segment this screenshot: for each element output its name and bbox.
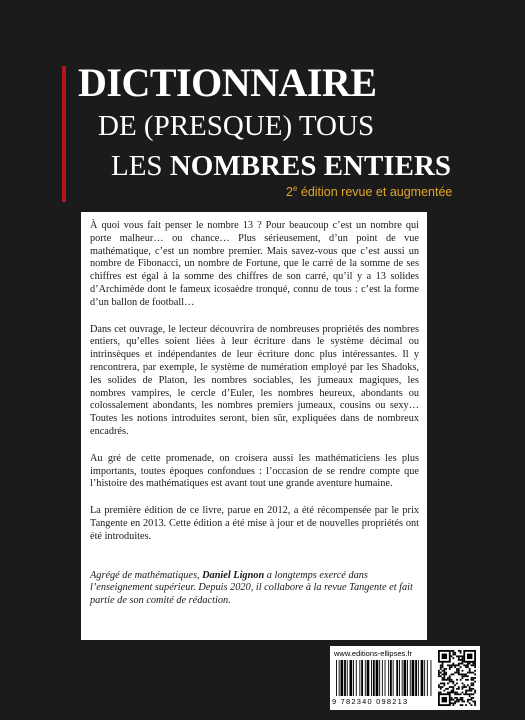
blurb-paragraph-4: La première édition de ce livre, parue en 2012, a été récompensée par le prix Tangente en 2013. Cette édition a été mise à jour et de nouvelles propriétés ont été introduites. bbox=[90, 505, 419, 542]
blurb-paragraph-1: À quoi vous fait penser le nombre 13 ? Pour beaucoup c’est un nombre qui porte malheur… ou chance… Plus sérieusement, d’un point de vue mathématique, c’est un nombre premier. Mais savez-vous que c’est aussi un nombre de Fibonacci, un nombre de Fortune, que le carré de la somme de ses chiffres est égal à la somme des chiffres de son carré, qu’il y a 13 solides d’Archimède dont le fameux icosaèdre tronqué, connu de tous : c’est la forme d’un ballon de football… bbox=[90, 220, 419, 308]
blurb-paragraph-3: Au gré de cette promenade, on croisera aussi les mathématiciens les plus importants, toutes époques confondues : l’occasion de se rendre compte que l’histoire des mathématiques est avant tout une grande aventure humaine. bbox=[90, 452, 419, 490]
title-line-3 bbox=[111, 146, 498, 186]
qr-code-icon bbox=[438, 650, 476, 706]
author-bio bbox=[90, 570, 419, 608]
bio-before: Agrégé de mathématiques, bbox=[90, 569, 203, 581]
edition-number: 2 bbox=[286, 185, 293, 200]
edition-text: édition revue et augmentée bbox=[297, 185, 453, 200]
isbn-number: 9 782340 098213 bbox=[332, 697, 409, 706]
title-line-2: DE (PRESQUE) TOUS bbox=[98, 110, 375, 142]
bio-after: a longtemps exercé dans l’enseignement supérieur. Depuis 2020, il collabore à la revue Tangente et fait partie de son comité de rédaction. bbox=[90, 569, 413, 607]
title-line-3-bold: NOMBRES ENTIERS bbox=[169, 150, 452, 182]
publisher-website: www.editions-ellipses.fr bbox=[334, 649, 412, 658]
barcode-icon bbox=[336, 660, 432, 696]
book-title bbox=[78, 62, 498, 186]
blurb-panel bbox=[81, 212, 427, 640]
title-line-3-small: LES bbox=[111, 150, 170, 182]
author-name: Daniel Lignon bbox=[202, 569, 265, 581]
title-line-1: DICTIONNAIRE bbox=[78, 60, 377, 105]
blurb-paragraph-2: Dans cet ouvrage, le lecteur découvrira de nombreuses propriétés des nombres entiers, qu’elles soient liées à leur écriture dans le système décimal ou intrinsèques et indépendantes de leur écriture donc plus intéressantes. Il y rencontrera, par exemple, le système de numération employé par les Shadoks, les solides de Platon, les nombres sociables, les jumeaux magiques, les nombres vampires, le cercle d’Euler, les nombres heureux, abondants ou colossalement abondants, les nombres premiers jumeaux, cousins ou sexy… Toutes les notions introduites seront, bien sûr, expliquées dans de nombreux encadrés. bbox=[90, 323, 419, 437]
edition-label bbox=[286, 184, 452, 199]
title-accent-bar bbox=[62, 66, 66, 202]
barcode-label bbox=[330, 646, 480, 710]
edition-suffix: e bbox=[292, 184, 298, 193]
